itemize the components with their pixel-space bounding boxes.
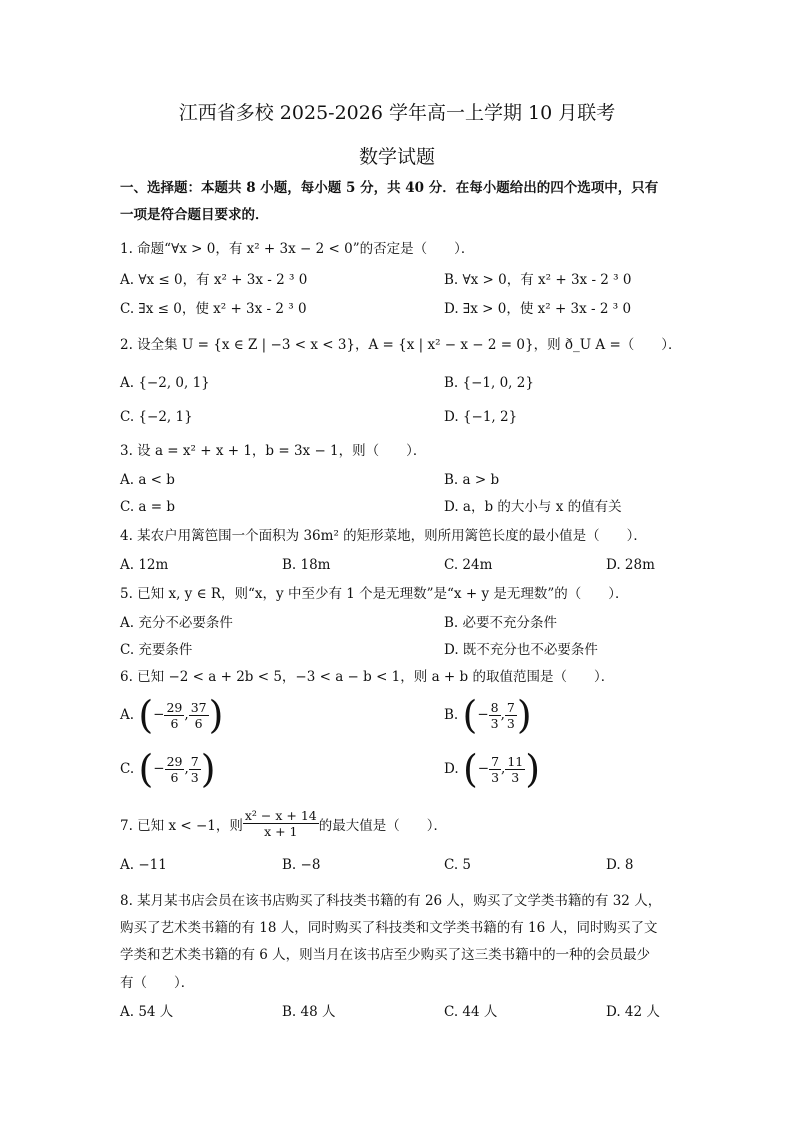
question-3-option-b: B. a > b [444, 472, 500, 488]
question-7-stem [120, 808, 447, 839]
question-6-option-c: C. (− $\frac{29}{6}$ , $\frac{7}{3}$ ) [120, 747, 216, 791]
option-label: B. [444, 707, 459, 723]
frac-denominator: 3 [190, 769, 199, 785]
question-5-option-c: C. 充要条件 [120, 642, 193, 658]
question-3-option-d: D. a，b 的大小与 x 的值有关 [444, 499, 622, 515]
frac-numerator: 37 [190, 699, 207, 715]
question-4-option-d: D. 28m [606, 557, 655, 573]
question-4-stem: 4. 某农户用篱笆围一个面积为 36m² 的矩形菜地，则所用篱笆长度的最小值是（ ）． [120, 528, 647, 544]
frac-denominator: x + 1 [264, 824, 298, 839]
question-5-option-b: B. 必要不充分条件 [444, 615, 558, 631]
question-8-line2: 购买了艺术类书籍的有 18 人，同时购买了科技类和文学类书籍的有 16 人，同时购买了文 [120, 920, 658, 936]
question-2-option-a: A. {−2, 0, 1} [120, 375, 210, 391]
question-8-option-d: D. 42 人 [606, 1004, 660, 1020]
question-1-option-a: A. ∀x ≤ 0，有 x² + 3x - 2 ³ 0 [120, 272, 308, 288]
question-6-stem: 6. 已知 −2 < a + 2b < 5，−3 < a − b < 1，则 a + b 的取值范围是（ ）． [120, 669, 615, 685]
question-7-option-d: D. 8 [606, 857, 634, 873]
question-8-option-c: C. 44 人 [444, 1004, 498, 1020]
frac-denominator: 6 [170, 715, 179, 731]
question-8-line4: 有（ ）． [120, 975, 195, 991]
exam-title: 江西省多校 2025-2026 学年高一上学期 10 月联考 [178, 102, 616, 124]
question-5-stem: 5. 已知 x, y ∈ R，则“x，y 中至少有 1 个是无理数”是“x + y 是无理数”的（ ）． [120, 586, 629, 602]
frac-numerator: x² − x + 14 [244, 808, 317, 823]
option-label: A. [120, 707, 135, 723]
frac-denominator: 3 [511, 769, 520, 785]
question-2-option-d: D. {−1, 2} [444, 409, 518, 425]
question-4-option-a: A. 12m [120, 557, 169, 573]
question-1-stem: 1. 命题“∀x > 0，有 x² + 3x − 2 < 0”的否定是（ ）． [120, 241, 475, 257]
question-3-option-c: C. a = b [120, 499, 176, 515]
frac-denominator: 3 [490, 715, 499, 731]
question-7-option-b: B. −8 [282, 857, 321, 873]
question-3-option-a: A. a < b [120, 472, 175, 488]
question-5-option-a: A. 充分不必要条件 [120, 615, 233, 631]
frac-numerator: 11 [507, 753, 524, 769]
question-8-line3: 学类和艺术类书籍的有 6 人，则当月在该书店至少购买了这三类书籍中的一种的会员最少 [120, 947, 651, 963]
question-1-option-b: B. ∀x > 0，有 x² + 3x - 2 ³ 0 [444, 272, 632, 288]
question-2-option-b: B. {−1, 0, 2} [444, 375, 534, 391]
option-label: D. [444, 761, 459, 777]
question-4-option-c: C. 24m [444, 557, 493, 573]
frac-numerator: 8 [490, 699, 499, 715]
exam-subtitle: 数学试题 [358, 146, 435, 168]
question-8-option-a: A. 54 人 [120, 1004, 174, 1020]
frac-denominator: 3 [506, 715, 515, 731]
question-1-option-d: D. ∃x > 0，使 x² + 3x - 2 ³ 0 [444, 301, 632, 317]
frac-denominator: 3 [491, 769, 500, 785]
question-7-stem-suffix: 的最大值是（ ）． [318, 817, 447, 834]
frac-numerator: 7 [506, 699, 515, 715]
option-label: C. [120, 761, 135, 777]
frac-denominator: 6 [170, 769, 179, 785]
frac-numerator: 7 [190, 753, 199, 769]
question-7-option-a: A. −11 [120, 857, 167, 873]
question-3-stem: 3. 设 a = x² + x + 1，b = 3x − 1，则（ ）． [120, 443, 427, 459]
question-8-line1: 8. 某月某书店会员在该书店购买了科技类书籍的有 26 人，购买了文学类书籍的有 32 人， [120, 893, 662, 909]
question-2-option-c: C. {−2, 1} [120, 409, 193, 425]
question-6-option-a: A. (− $\frac{29}{6}$ , $\frac{37}{6}$ ) [120, 693, 224, 737]
question-6-option-d: D. (− $\frac{7}{3}$ , $\frac{11}{3}$ ) [444, 747, 541, 791]
question-4-option-b: B. 18m [282, 557, 331, 573]
frac-numerator: 29 [166, 699, 183, 715]
question-7-option-c: C. 5 [444, 857, 472, 873]
section-instructions-line2: 一项是符合题目要求的． [120, 207, 269, 223]
question-8-option-b: B. 48 人 [282, 1004, 336, 1020]
frac-denominator: 6 [194, 715, 203, 731]
question-1-option-c: C. ∃x ≤ 0，使 x² + 3x - 2 ³ 0 [120, 301, 307, 317]
frac-numerator: 29 [166, 753, 183, 769]
frac-numerator: 7 [491, 753, 500, 769]
question-7-stem-prefix: 7. 已知 x < −1，则 [120, 817, 243, 834]
question-5-option-d: D. 既不充分也不必要条件 [444, 642, 598, 658]
question-7-fraction [243, 808, 319, 839]
question-6-option-b: B. (− $\frac{8}{3}$ , $\frac{7}{3}$ ) [444, 693, 532, 737]
section-instructions-line1: 一、选择题：本题共 8 小题，每小题 5 分，共 40 分．在每小题给出的四个选项中，只有 [120, 180, 659, 196]
question-2-stem: 2. 设全集 U = {x ∈ Z | −3 < x < 3}，A = {x | x² − x − 2 = 0}，则 ð_U A =（ ）． [120, 337, 682, 353]
